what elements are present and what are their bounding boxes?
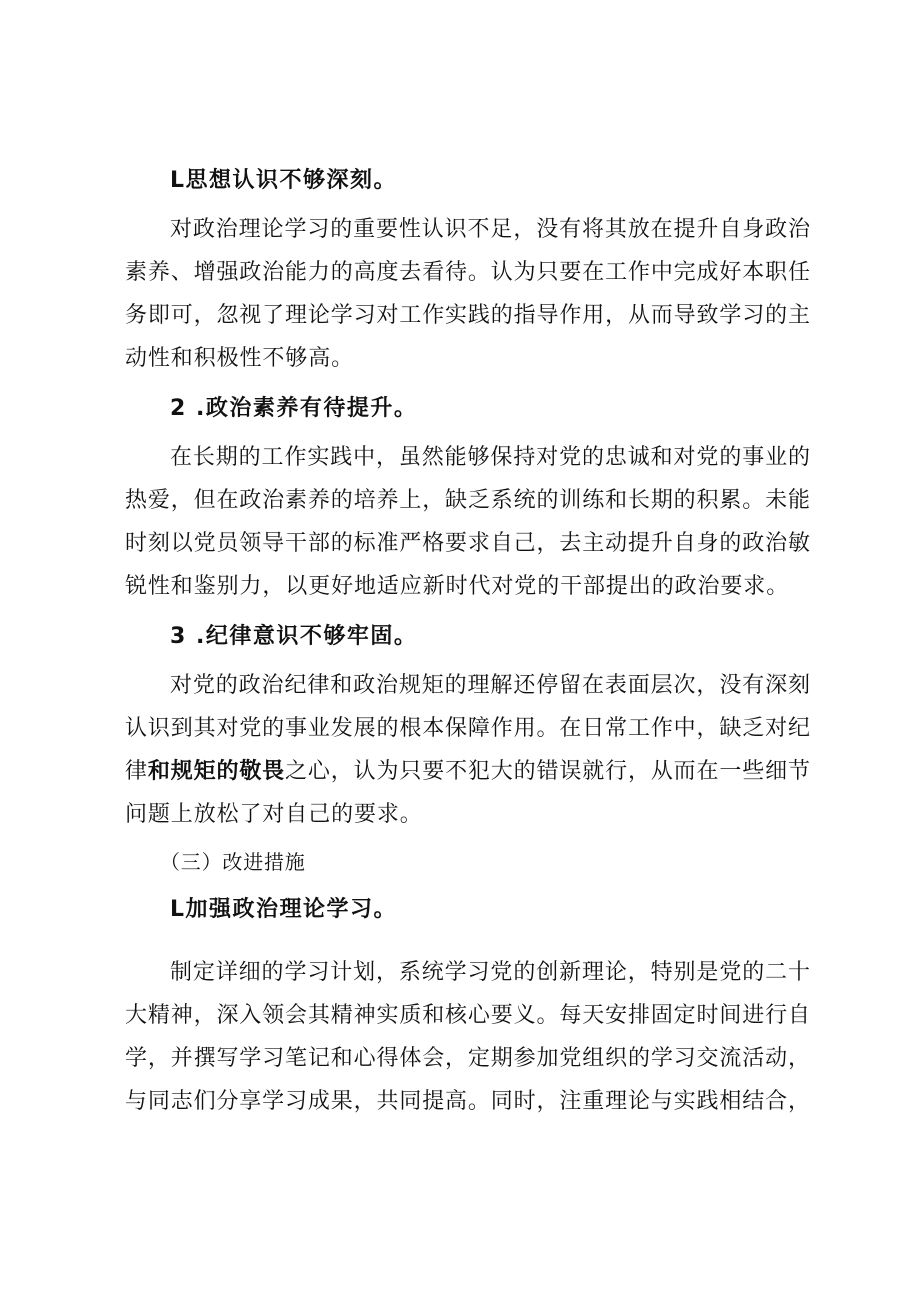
text-run: 之心，认为只要不犯大的错误就行，从而在一些细节 (285, 759, 810, 784)
paragraph-line: 务即可，忽视了理论学习对工作实践的指导作用，从而导致学习的主 (125, 303, 810, 328)
section-title-improvement-measures: （三）改进措施 (160, 850, 306, 874)
paragraph-line: 与同志们分享学习成果，共同提高。同时，注重理论与实践相结合， (125, 1089, 810, 1114)
heading-discipline-awareness: 3 .纪律意识不够牢固。 (170, 624, 418, 649)
paragraph-line: 问题上放松了对自己的要求。 (125, 802, 423, 827)
paragraph-line: 时刻以党员领导干部的标准严格要求自己，去主动提升自身的政治敏 (125, 531, 810, 556)
heading-strengthen-theory-study: L加强政治理论学习。 (170, 897, 398, 922)
paragraph-line: 在长期的工作实践中，虽然能够保持对党的忠诚和对党的事业的 (170, 445, 810, 470)
paragraph-line: 对政治理论学习的重要性认识不足，没有将其放在提升自身政治 (170, 217, 810, 242)
heading-thought-awareness: L思想认识不够深刻。 (170, 168, 398, 193)
paragraph-line-mixed (125, 757, 810, 787)
paragraph-line: 动性和积极性不够高。 (125, 346, 355, 371)
paragraph-line: 学，并撰写学习笔记和心得体会，定期参加党组织的学习交流活动， (125, 1046, 810, 1071)
bold-text-run: 和规矩的敬畏 (147, 759, 286, 784)
paragraph-line: 对党的政治纪律和政治规矩的理解还停留在表面层次，没有深刻 (170, 673, 810, 698)
paragraph-line: 锐性和鉴别力，以更好地适应新时代对党的干部提出的政治要求。 (125, 574, 790, 599)
paragraph-line: 大精神，深入领会其精神实质和核心要义。每天安排固定时间进行自 (125, 1003, 810, 1028)
paragraph-line: 制定详细的学习计划，系统学习党的创新理论，特别是党的二十 (170, 960, 810, 985)
paragraph-line: 认识到其对党的事业发展的根本保障作用。在日常工作中，缺乏对纪 (125, 716, 810, 741)
paragraph-line: 素养、增强政治能力的高度去看待。认为只要在工作中完成好本职任 (125, 260, 810, 285)
text-run: 律 (125, 759, 148, 784)
paragraph-line: 热爱，但在政治素养的培养上，缺乏系统的训练和长期的积累。未能 (125, 488, 810, 513)
heading-political-quality: 2 .政治素养有待提升。 (170, 396, 418, 421)
